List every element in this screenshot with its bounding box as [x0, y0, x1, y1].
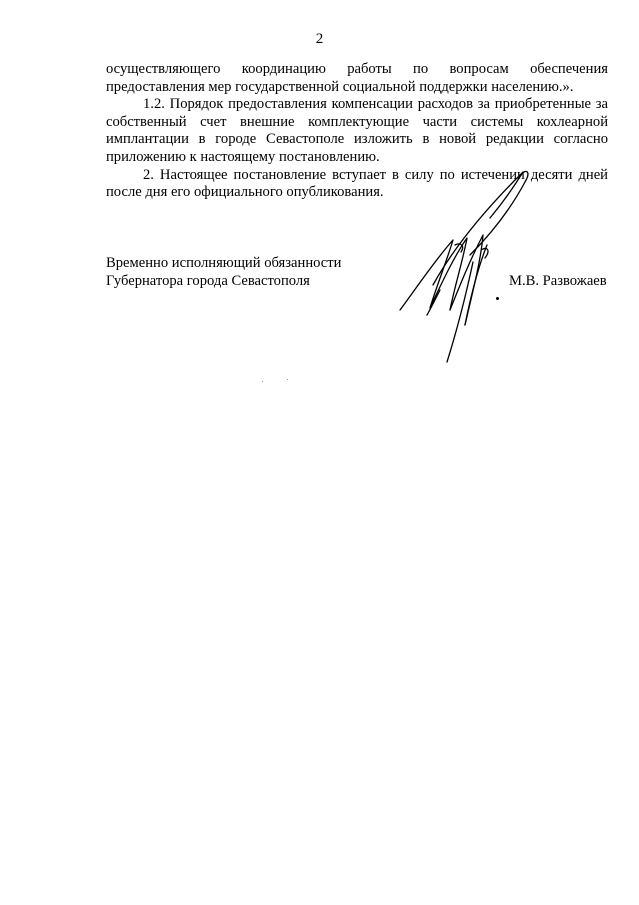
handwritten-signature [395, 150, 555, 370]
paragraph-2: 2. Настоящее постановление вступает в силу по истечении десяти дней после дня его официального опубликования. [106, 166, 608, 201]
paragraph-continuation: осуществляющего координацию работы по вопросам обеспечения предоставления мер государственной социальной поддержки населению.». [106, 61, 608, 95]
paragraph-1-2: 1.2. Порядок предоставления компенсации расходов за приобретенные за собственный счет внешние комплектующие части системы кохлеарной имплантации в городе Севастополе изложить в новой редакции согласно приложению к настоящему постановлению. [106, 96, 608, 165]
page-number: 2 [315, 31, 324, 47]
signature-dot [496, 297, 499, 300]
signatory-position [106, 254, 341, 290]
signatory-name: М.В. Развожаев [509, 273, 607, 289]
signatory-position-line2: Губернатора города Севастополя [106, 273, 310, 289]
scan-speck [287, 379, 288, 380]
scan-speck [262, 381, 263, 382]
signatory-position-line1: Временно исполняющий обязанности [106, 255, 342, 271]
